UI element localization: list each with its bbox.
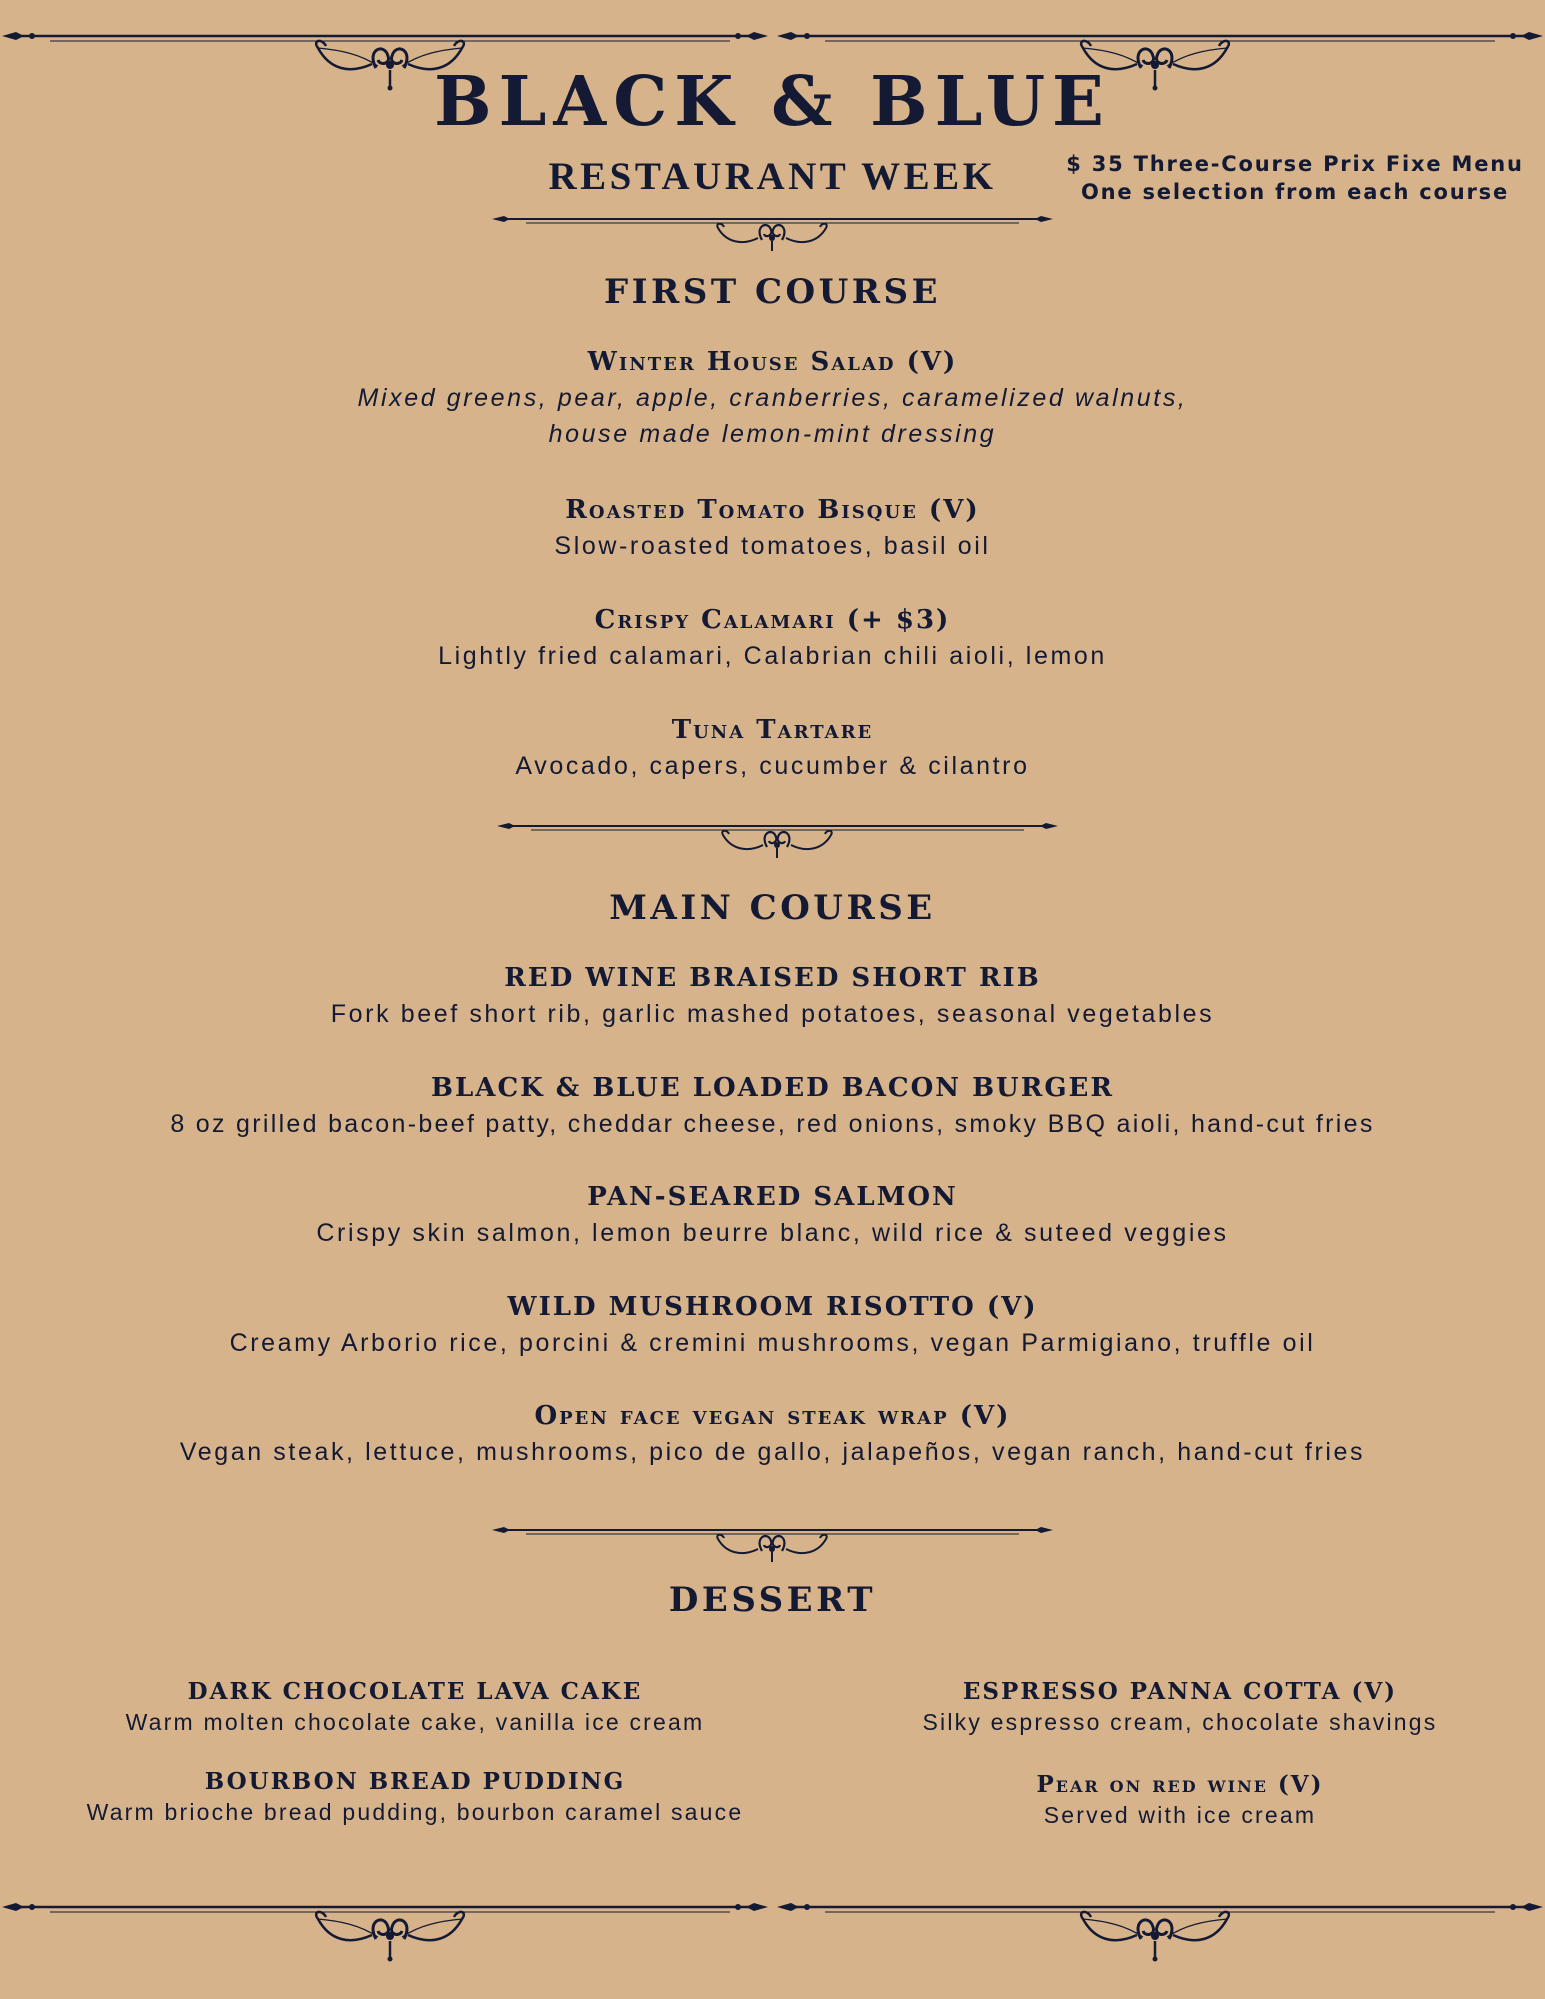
item-name: Tuna Tartare (671, 715, 874, 745)
prix-line-price: $ 35 Three-Course Prix Fixe Menu (1066, 152, 1524, 176)
menu-item-vegan-steak-wrap (0, 1400, 1545, 1470)
dessert-item-lava-cake (0, 1677, 830, 1738)
menu-item-tuna-tartare (0, 714, 1545, 784)
item-description: Lightly fried calamari, Calabrian chili aioli, lemon (438, 641, 1107, 670)
item-description: house made lemon-mint dressing (548, 419, 997, 448)
item-name: DARK CHOCOLATE LAVA CAKE (187, 1678, 643, 1705)
menu-item-salmon (0, 1181, 1545, 1251)
menu-item-bacon-burger (0, 1072, 1545, 1142)
item-description: Avocado, capers, cucumber & cilantro (515, 751, 1030, 780)
flourish-divider-icon (490, 210, 1055, 254)
dessert-item-panna-cotta (830, 1677, 1530, 1738)
dessert-item-bread-pudding (0, 1767, 830, 1828)
section-divider (490, 1521, 1055, 1565)
restaurant-title: BLACK & BLUE (434, 62, 1111, 142)
item-name: Pear on red wine (V) (1036, 1771, 1324, 1798)
item-description: Crispy skin salmon, lemon beurre blanc, wild rice & suteed veggies (316, 1218, 1229, 1247)
flourish-divider-icon (490, 1521, 1055, 1565)
item-description: Creamy Arborio rice, porcini & cremini mushrooms, vegan Parmigiano, truffle oil (229, 1328, 1316, 1357)
item-description: Served with ice cream (1043, 1801, 1317, 1828)
item-name: Crispy Calamari (+ $3) (594, 605, 951, 635)
item-description: Mixed greens, pear, apple, cranberries, caramelized walnuts, (357, 383, 1188, 412)
item-name: PAN-SEARED SALMON (587, 1182, 958, 1212)
item-description: Silky espresso cream, chocolate shavings (922, 1708, 1438, 1735)
item-name: Open face vegan steak wrap (V) (534, 1401, 1011, 1431)
item-name: BLACK & BLUE LOADED BACON BURGER (431, 1073, 1114, 1103)
section-divider (495, 817, 1060, 861)
menu-item-winter-house-salad (0, 346, 1545, 452)
flourish-border-icon (0, 1891, 770, 1963)
item-name: RED WINE BRAISED SHORT RIB (504, 963, 1041, 993)
main-course-heading: MAIN COURSE (609, 888, 936, 928)
prix-line-selection: One selection from each course (1080, 180, 1510, 204)
first-course-heading: FIRST COURSE (603, 272, 942, 312)
item-name: Winter House Salad (V) (587, 347, 958, 377)
item-name: ESPRESSO PANNA COTTA (V) (962, 1678, 1398, 1705)
item-description: Warm molten chocolate cake, vanilla ice cream (125, 1708, 705, 1735)
flourish-divider-icon (495, 817, 1060, 861)
menu-item-crispy-calamari (0, 604, 1545, 674)
item-description: Slow-roasted tomatoes, basil oil (554, 531, 991, 560)
item-name: Roasted Tomato Bisque (V) (565, 495, 980, 525)
item-description: 8 oz grilled bacon-beef patty, cheddar cheese, red onions, smoky BBQ aioli, hand-cut fries (170, 1109, 1375, 1138)
bottom-border-left (0, 1891, 770, 1963)
header-divider (490, 210, 1055, 254)
item-description: Warm brioche bread pudding, bourbon caramel sauce (86, 1798, 744, 1825)
menu-item-roasted-tomato-bisque (0, 494, 1545, 564)
item-name: BOURBON BREAD PUDDING (204, 1768, 626, 1795)
event-subtitle: RESTAURANT WEEK (548, 155, 997, 198)
item-description: Fork beef short rib, garlic mashed potatoes, seasonal vegetables (330, 999, 1215, 1028)
menu-item-mushroom-risotto (0, 1291, 1545, 1361)
dessert-heading: DESSERT (668, 1580, 877, 1620)
item-name: WILD MUSHROOM RISOTTO (V) (507, 1292, 1038, 1322)
dessert-item-pear-red-wine (830, 1770, 1530, 1831)
flourish-border-icon (775, 1891, 1545, 1963)
item-description: Vegan steak, lettuce, mushrooms, pico de gallo, jalapeños, vegan ranch, hand-cut fries (179, 1437, 1366, 1466)
menu-item-short-rib (0, 962, 1545, 1032)
bottom-border-right (775, 1891, 1545, 1963)
prix-fixe-note (1060, 150, 1530, 206)
